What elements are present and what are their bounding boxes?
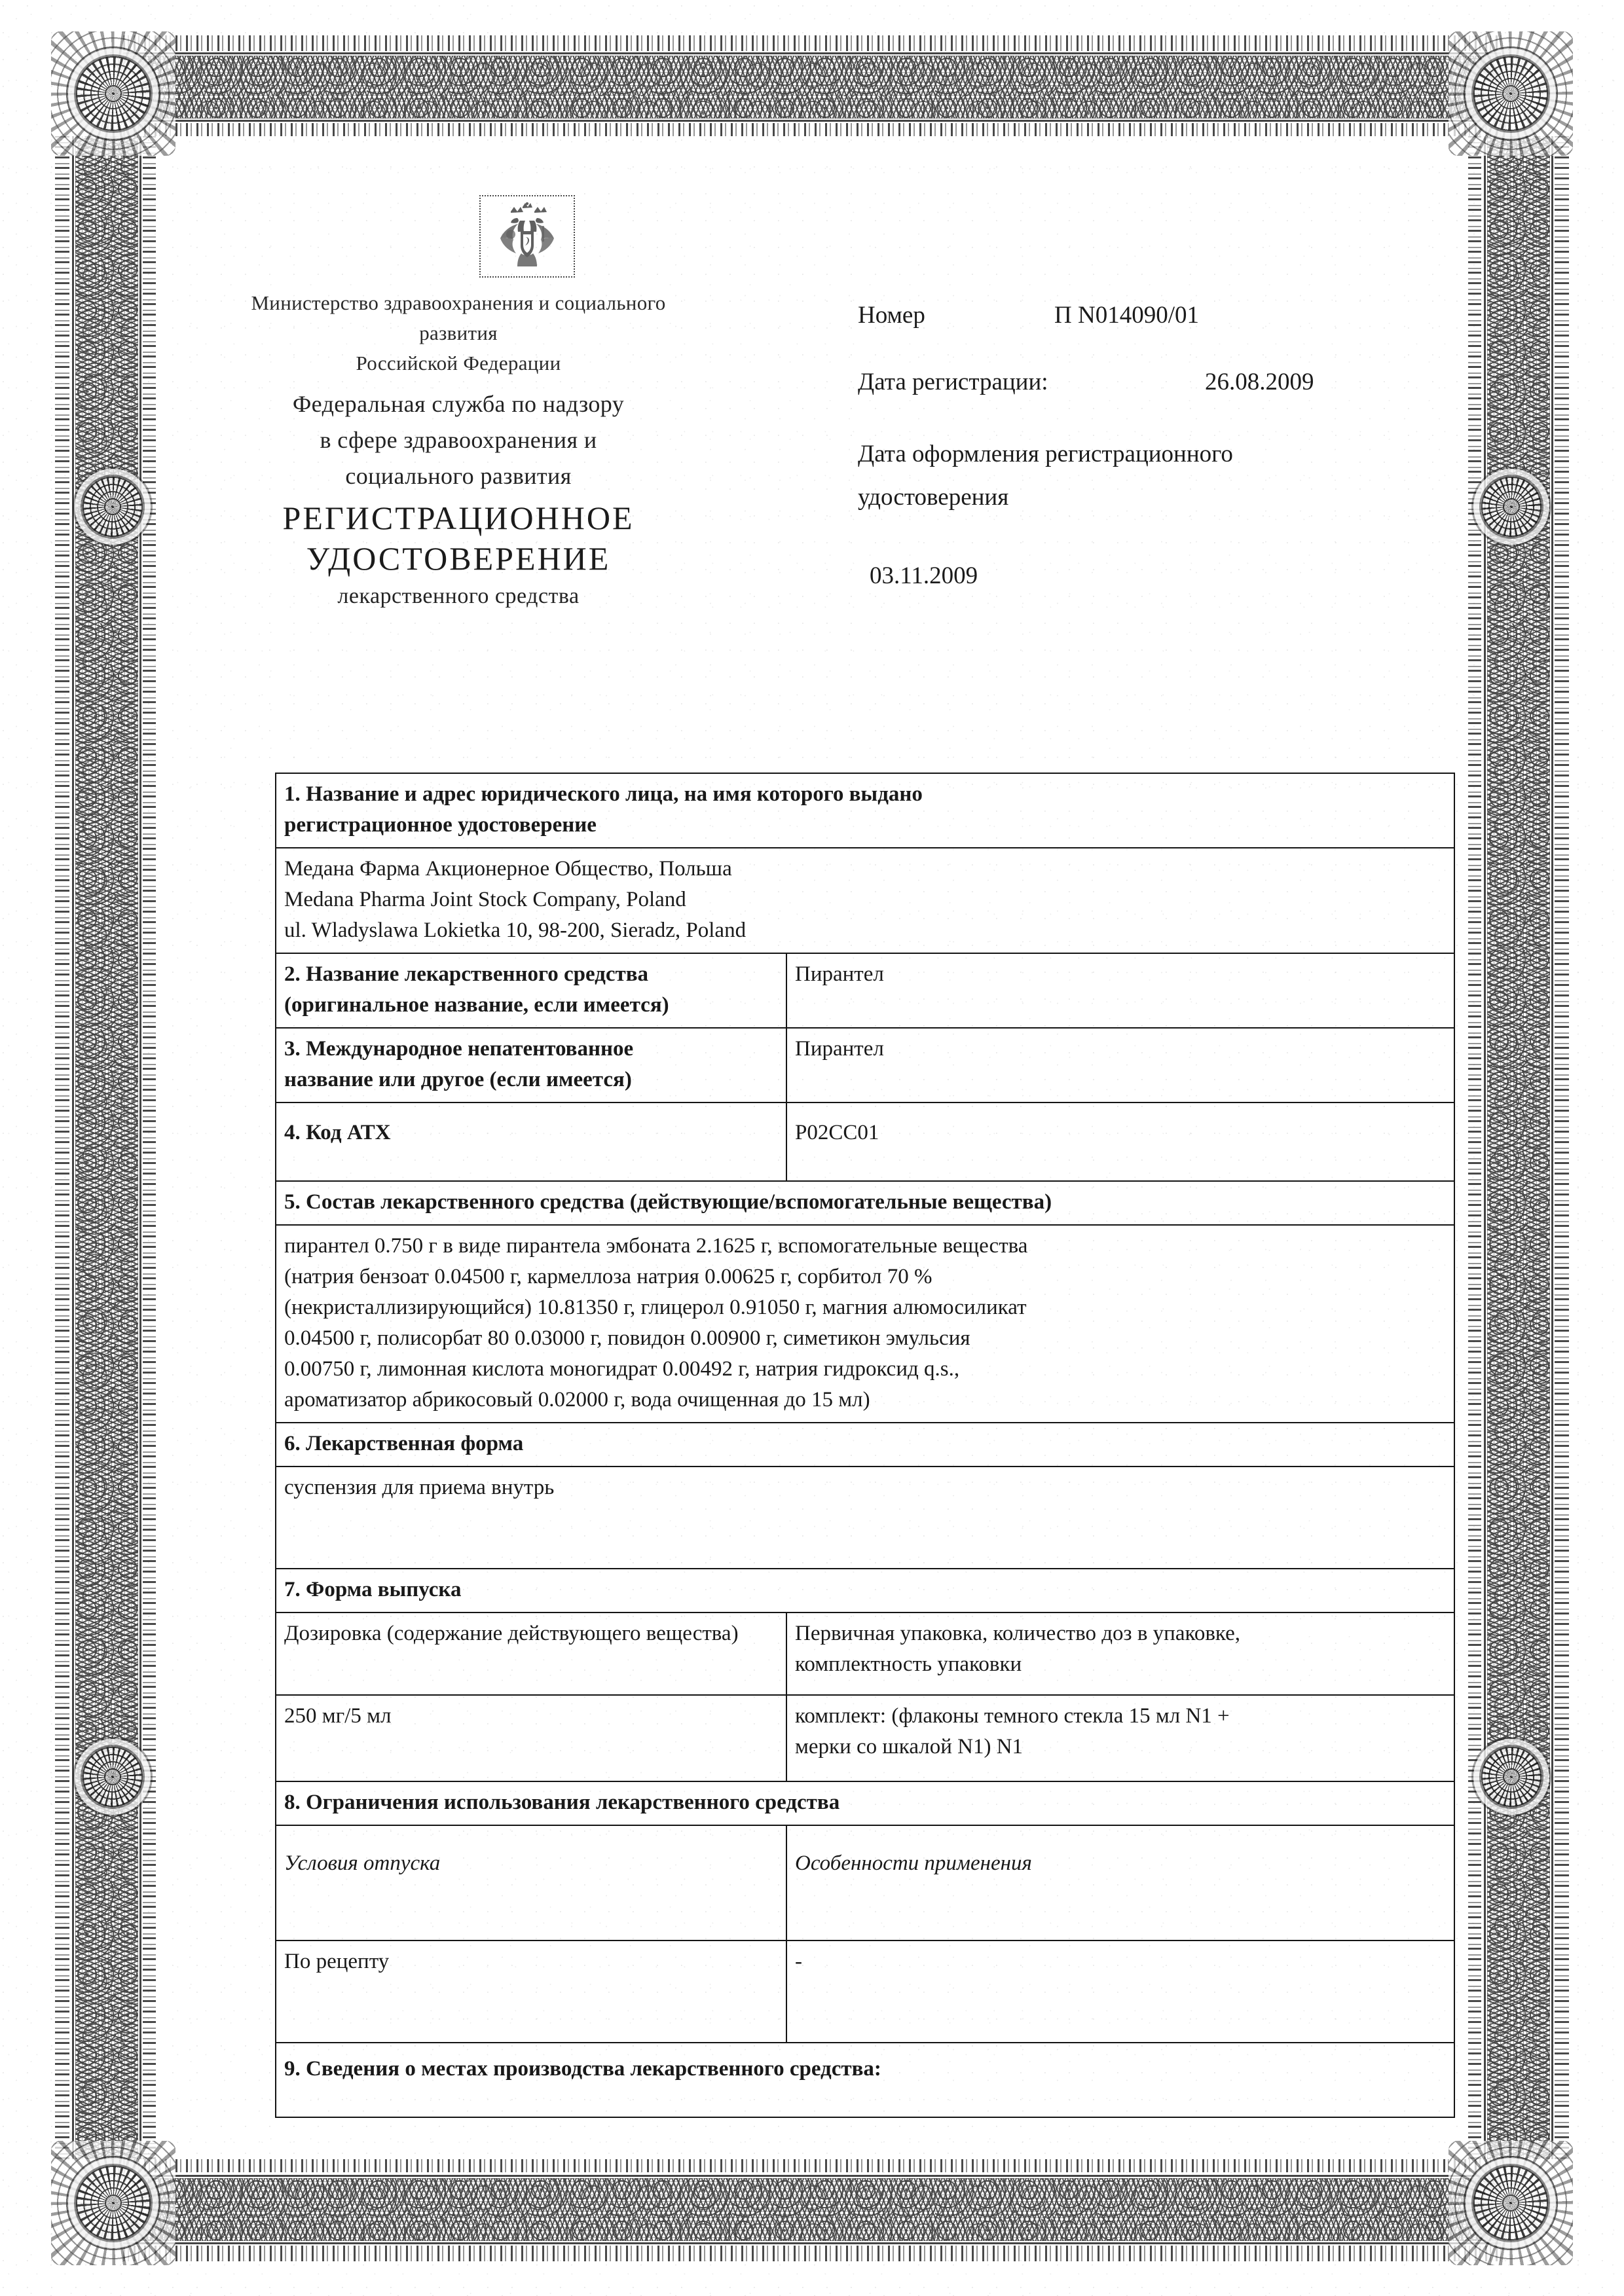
border-rule-top-outer bbox=[123, 52, 1501, 54]
border-guilloche-left bbox=[75, 136, 138, 2159]
border-fringe-left bbox=[55, 136, 69, 2159]
section-2-heading bbox=[276, 953, 786, 1028]
service-line-2: в сфере здравоохранения и bbox=[320, 427, 597, 453]
document-title-block bbox=[216, 498, 701, 614]
federal-service-name-block bbox=[196, 386, 720, 494]
section-7-col-header-right bbox=[786, 1613, 1454, 1695]
corner-rosette-bottom-right bbox=[1473, 2166, 1548, 2240]
composition-line-6: ароматизатор абрикосовый 0.02000 г, вода очищенная до 15 мл) bbox=[284, 1388, 870, 1412]
border-rule-left-outer bbox=[72, 136, 74, 2159]
border-fringe-top-inner bbox=[123, 123, 1501, 136]
composition-line-2: (натрия бензоат 0.04500 г, кармеллоза натрия 0.00625 г, сорбитол 70 % bbox=[284, 1265, 932, 1288]
registration-date-label: Дата регистрации: bbox=[858, 369, 1048, 395]
table-row bbox=[276, 1695, 1454, 1781]
issue-date-label-line-1: Дата оформления регистрационного bbox=[858, 441, 1233, 467]
certificate-header bbox=[196, 183, 1433, 766]
section-3-heading bbox=[276, 1028, 786, 1102]
header-fields-block bbox=[858, 301, 1434, 608]
border-rule-left-inner bbox=[139, 136, 141, 2159]
border-fringe-left-inner bbox=[143, 136, 156, 2159]
edge-rosette-right-upper bbox=[1481, 477, 1541, 537]
section-4-heading: 4. Код АТХ bbox=[276, 1102, 786, 1181]
service-line-3: социального развития bbox=[345, 463, 572, 489]
edge-rosette-left-lower bbox=[83, 1747, 143, 1807]
table-row bbox=[276, 2043, 1454, 2117]
table-row bbox=[276, 1569, 1454, 1613]
table-row bbox=[276, 773, 1454, 848]
border-guilloche-bottom bbox=[123, 2178, 1501, 2241]
table-row bbox=[276, 848, 1454, 953]
table-row bbox=[276, 1941, 1454, 2043]
certificate-data-table bbox=[275, 773, 1455, 2118]
section-7-heading: 7. Форма выпуска bbox=[276, 1569, 1454, 1613]
table-row bbox=[276, 1102, 1454, 1181]
section-8-application-value: - bbox=[786, 1941, 1454, 2043]
border-rule-right-inner bbox=[1484, 136, 1486, 2159]
table-row bbox=[276, 1028, 1454, 1102]
certificate-body bbox=[196, 183, 1433, 2121]
document-title-line-1: РЕГИСТРАЦИОННОЕ bbox=[282, 500, 635, 536]
section-3-value: Пирантел bbox=[786, 1028, 1454, 1102]
table-row bbox=[276, 1423, 1454, 1467]
composition-line-3: (некристаллизирующийся) 10.81350 г, глицерол 0.91050 г, магния алюмосиликат bbox=[284, 1296, 1027, 1319]
section-6-heading: 6. Лекарственная форма bbox=[276, 1423, 1454, 1467]
section-7-dosage-value: 250 мг/5 мл bbox=[276, 1695, 786, 1781]
section-8-dispensing-value: По рецепту bbox=[276, 1941, 786, 2043]
company-address: ul. Wladyslawa Lokietka 10, 98-200, Sieradz, Poland bbox=[284, 919, 747, 942]
border-guilloche-top bbox=[123, 56, 1501, 118]
section-1-value bbox=[276, 848, 1454, 953]
border-rule-bottom-outer bbox=[123, 2175, 1501, 2177]
ministry-line-2: развития bbox=[419, 321, 498, 344]
section-4-value: P02CC01 bbox=[786, 1102, 1454, 1181]
company-name-ru: Медана Фарма Акционерное Общество, Польша bbox=[284, 857, 732, 881]
section-5-value bbox=[276, 1225, 1454, 1423]
border-rule-top-inner bbox=[123, 120, 1501, 122]
edge-rosette-right-lower bbox=[1481, 1747, 1541, 1807]
section-9-heading: 9. Сведения о местах производства лекарственного средства: bbox=[276, 2043, 1454, 2117]
section-8-col-header-left: Условия отпуска bbox=[276, 1825, 786, 1941]
corner-rosette-top-left bbox=[76, 56, 151, 131]
company-name-en: Medana Pharma Joint Stock Company, Poland bbox=[284, 888, 686, 911]
corner-rosette-top-right bbox=[1473, 56, 1548, 131]
border-fringe-top bbox=[123, 35, 1501, 51]
document-title-line-2: УДОСТОВЕРЕНИЕ bbox=[306, 540, 611, 577]
border-rule-right-outer bbox=[1551, 136, 1553, 2159]
section-1-heading bbox=[276, 773, 1454, 848]
border-rule-bottom-inner bbox=[123, 2242, 1501, 2244]
table-row bbox=[276, 1613, 1454, 1695]
table-row bbox=[276, 1825, 1454, 1941]
section-3-heading-line-1: 3. Международное непатентованное bbox=[284, 1037, 634, 1061]
section-1-heading-line-1: 1. Название и адрес юридического лица, на имя которого выдано bbox=[284, 782, 923, 806]
packaging-line-2: мерки со шкалой N1) N1 bbox=[795, 1735, 1024, 1758]
composition-line-5: 0.00750 г, лимонная кислота моногидрат 0.00492 г, натрия гидроксид q.s., bbox=[284, 1357, 960, 1381]
table-row bbox=[276, 1181, 1454, 1225]
section-2-heading-line-1: 2. Название лекарственного средства bbox=[284, 962, 649, 986]
section-3-heading-line-2: название или другое (если имеется) bbox=[284, 1068, 632, 1091]
border-fringe-bottom-inner bbox=[123, 2246, 1501, 2261]
section-8-col-header-right: Особенности применения bbox=[786, 1825, 1454, 1941]
document-subtitle: лекарственного средства bbox=[337, 584, 580, 608]
section-2-value: Пирантел bbox=[786, 953, 1454, 1028]
issue-date-label-line-2: удостоверения bbox=[858, 484, 1009, 511]
section-1-heading-line-2: регистрационное удостоверение bbox=[284, 813, 597, 837]
table-row bbox=[276, 1467, 1454, 1569]
ministry-name-block bbox=[196, 288, 720, 378]
table-row bbox=[276, 1225, 1454, 1423]
packaging-line-1: комплект: (флаконы темного стекла 15 мл N1 + bbox=[795, 1704, 1230, 1728]
border-guilloche-right bbox=[1487, 136, 1550, 2159]
issue-date-value: 03.11.2009 bbox=[870, 562, 978, 589]
section-7-col-header-right-line-1: Первичная упаковка, количество доз в упаковке, bbox=[795, 1622, 1241, 1645]
composition-line-4: 0.04500 г, полисорбат 80 0.03000 г, повидон 0.00900 г, симетикон эмульсия bbox=[284, 1326, 970, 1350]
section-6-value: суспензия для приема внутрь bbox=[276, 1467, 1454, 1569]
ministry-line-3: Российской Федерации bbox=[356, 352, 561, 374]
border-fringe-right-inner bbox=[1468, 136, 1481, 2159]
table-row bbox=[276, 1781, 1454, 1825]
section-7-col-header-left: Дозировка (содержание действующего вещества) bbox=[276, 1613, 786, 1695]
ministry-line-1: Министерство здравоохранения и социального bbox=[251, 291, 666, 314]
service-line-1: Федеральная служба по надзору bbox=[292, 391, 625, 417]
russian-double-headed-eagle-coat-of-arms-icon bbox=[479, 195, 575, 278]
composition-line-1: пирантел 0.750 г в виде пирантела эмбоната 2.1625 г, вспомогательные вещества bbox=[284, 1234, 1028, 1258]
section-2-heading-line-2: (оригинальное название, если имеется) bbox=[284, 993, 669, 1017]
edge-rosette-left-upper bbox=[83, 477, 143, 537]
registration-date-value: 26.08.2009 bbox=[1205, 369, 1314, 395]
section-7-col-header-right-line-2: комплектность упаковки bbox=[795, 1652, 1022, 1676]
section-7-packaging-value bbox=[786, 1695, 1454, 1781]
number-value: П N014090/01 bbox=[1054, 302, 1199, 329]
number-label: Номер bbox=[858, 302, 925, 329]
border-fringe-bottom-outer bbox=[123, 2159, 1501, 2172]
section-8-heading: 8. Ограничения использования лекарственного средства bbox=[276, 1781, 1454, 1825]
section-5-heading: 5. Состав лекарственного средства (действующие/вспомогательные вещества) bbox=[276, 1181, 1454, 1225]
corner-rosette-bottom-left bbox=[76, 2166, 151, 2240]
border-fringe-right bbox=[1555, 136, 1569, 2159]
table-row bbox=[276, 953, 1454, 1028]
